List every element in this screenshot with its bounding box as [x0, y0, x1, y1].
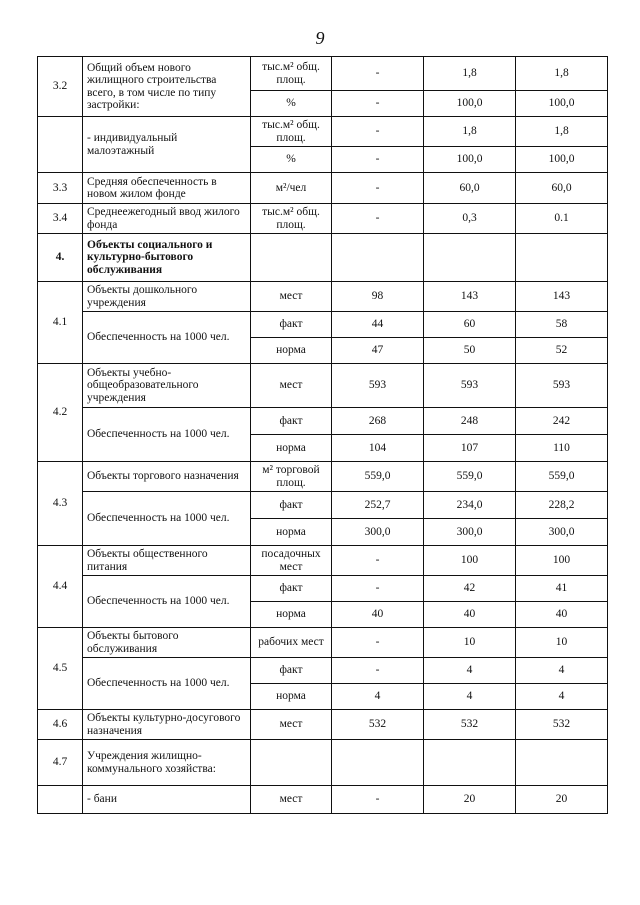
table-row — [38, 234, 608, 282]
unit-cell: мест — [251, 710, 332, 740]
unit-cell: норма — [251, 338, 332, 364]
value-cell: 1,8 — [424, 57, 516, 91]
row-name: Объекты культурно-досугового назначения — [83, 710, 251, 740]
row-name: Учреждения жилищно-коммунального хозяйства: — [83, 740, 251, 786]
value-cell: 104 — [332, 435, 424, 462]
value-cell: 4 — [424, 684, 516, 710]
row-subname: Обеспеченность на 1000 чел. — [83, 576, 251, 628]
value-cell: 100 — [516, 546, 608, 576]
row-number: 4.5 — [38, 628, 83, 710]
value-cell: 20 — [424, 786, 516, 814]
page-number: 9 — [315, 28, 325, 48]
section-number: 4. — [38, 234, 83, 282]
row-number: 4.6 — [38, 710, 83, 740]
value-cell: - — [332, 658, 424, 684]
value-cell: 40 — [424, 602, 516, 628]
value-cell: 60,0 — [516, 173, 608, 204]
value-cell: 1,8 — [516, 57, 608, 91]
value-cell: 1,8 — [516, 117, 608, 147]
value-cell: 559,0 — [516, 462, 608, 492]
value-cell — [516, 234, 608, 282]
value-cell: 0,3 — [424, 204, 516, 234]
table-row — [38, 364, 608, 408]
row-subname: Обеспеченность на 1000 чел. — [83, 658, 251, 710]
row-number: 4.1 — [38, 282, 83, 364]
value-cell: 4 — [332, 684, 424, 710]
unit-cell: мест — [251, 786, 332, 814]
value-cell: 1,8 — [424, 117, 516, 147]
unit-cell: тыс.м² общ. площ. — [251, 117, 332, 147]
value-cell: 98 — [332, 282, 424, 312]
value-cell: - — [332, 786, 424, 814]
value-cell: 300,0 — [332, 519, 424, 546]
unit-cell: факт — [251, 408, 332, 435]
value-cell: 50 — [424, 338, 516, 364]
table-row — [38, 576, 608, 602]
value-cell: - — [332, 173, 424, 204]
unit-cell: норма — [251, 684, 332, 710]
value-cell: - — [332, 57, 424, 91]
unit-cell: тыс.м² общ. площ. — [251, 204, 332, 234]
unit-cell: посадочных мест — [251, 546, 332, 576]
table-row — [38, 546, 608, 576]
value-cell: 268 — [332, 408, 424, 435]
table-row — [38, 57, 608, 91]
table-row — [38, 740, 608, 786]
value-cell: 532 — [424, 710, 516, 740]
value-cell: 248 — [424, 408, 516, 435]
table-row — [38, 462, 608, 492]
value-cell: - — [332, 204, 424, 234]
value-cell: 143 — [424, 282, 516, 312]
value-cell: 44 — [332, 312, 424, 338]
value-cell: - — [332, 117, 424, 147]
value-cell — [332, 234, 424, 282]
unit-cell: м²/чел — [251, 173, 332, 204]
unit-cell: рабочих мест — [251, 628, 332, 658]
value-cell: 532 — [332, 710, 424, 740]
row-number: 3.3 — [38, 173, 83, 204]
unit-cell: факт — [251, 658, 332, 684]
unit-cell: факт — [251, 312, 332, 338]
row-number: 4.3 — [38, 462, 83, 546]
value-cell: 60 — [424, 312, 516, 338]
value-cell: 532 — [516, 710, 608, 740]
value-cell: 228,2 — [516, 492, 608, 519]
value-cell: 252,7 — [332, 492, 424, 519]
table-row — [38, 492, 608, 519]
value-cell: 40 — [516, 602, 608, 628]
value-cell — [516, 740, 608, 786]
value-cell: 20 — [516, 786, 608, 814]
unit-cell — [251, 234, 332, 282]
table-row — [38, 117, 608, 147]
row-number — [38, 117, 83, 173]
row-name: Объекты учебно-общеобразовательного учреждения — [83, 364, 251, 408]
value-cell: 143 — [516, 282, 608, 312]
value-cell: 52 — [516, 338, 608, 364]
value-cell: - — [332, 546, 424, 576]
unit-cell: % — [251, 91, 332, 117]
value-cell: 100,0 — [516, 147, 608, 173]
table-row — [38, 408, 608, 435]
unit-cell: % — [251, 147, 332, 173]
value-cell: 593 — [332, 364, 424, 408]
value-cell: - — [332, 91, 424, 117]
value-cell: 10 — [424, 628, 516, 658]
value-cell: 234,0 — [424, 492, 516, 519]
value-cell: 593 — [424, 364, 516, 408]
unit-cell: факт — [251, 576, 332, 602]
unit-cell: м² торговой площ. — [251, 462, 332, 492]
row-number: 3.2 — [38, 57, 83, 117]
value-cell: 300,0 — [516, 519, 608, 546]
table-row — [38, 786, 608, 814]
value-cell — [424, 740, 516, 786]
unit-cell: тыс.м² общ. площ. — [251, 57, 332, 91]
value-cell: - — [332, 628, 424, 658]
row-number: 4.4 — [38, 546, 83, 628]
row-number: 3.4 — [38, 204, 83, 234]
row-name: Объекты общественного питания — [83, 546, 251, 576]
value-cell: 60,0 — [424, 173, 516, 204]
row-name: Объекты бытового обслуживания — [83, 628, 251, 658]
table-row — [38, 312, 608, 338]
value-cell: 100 — [424, 546, 516, 576]
row-number: 4.7 — [38, 740, 83, 786]
value-cell: 4 — [424, 658, 516, 684]
value-cell: 242 — [516, 408, 608, 435]
section-title: Объекты социального и культурно-бытового обслуживания — [83, 234, 251, 282]
row-subname: Обеспеченность на 1000 чел. — [83, 408, 251, 462]
value-cell: 100,0 — [424, 91, 516, 117]
value-cell: 107 — [424, 435, 516, 462]
row-number: 4.2 — [38, 364, 83, 462]
unit-cell: норма — [251, 435, 332, 462]
value-cell: 41 — [516, 576, 608, 602]
unit-cell: мест — [251, 364, 332, 408]
value-cell: 100,0 — [516, 91, 608, 117]
table-row — [38, 173, 608, 204]
value-cell: 110 — [516, 435, 608, 462]
row-number — [38, 786, 83, 814]
table-row — [38, 658, 608, 684]
table-row — [38, 710, 608, 740]
row-name: Объекты дошкольного учреждения — [83, 282, 251, 312]
value-cell: 42 — [424, 576, 516, 602]
row-name: Общий объем нового жилищного строительства всего, в том числе по типу застройки: — [83, 57, 251, 117]
row-subname: Обеспеченность на 1000 чел. — [83, 492, 251, 546]
row-name: Объекты торгового назначения — [83, 462, 251, 492]
row-name: Среднеежегодный ввод жилого фонда — [83, 204, 251, 234]
row-name: - бани — [83, 786, 251, 814]
table-row — [38, 204, 608, 234]
value-cell: 4 — [516, 684, 608, 710]
value-cell: 58 — [516, 312, 608, 338]
value-cell: 4 — [516, 658, 608, 684]
table-row — [38, 282, 608, 312]
value-cell: 559,0 — [424, 462, 516, 492]
row-subname: Обеспеченность на 1000 чел. — [83, 312, 251, 364]
indicators-table — [37, 56, 608, 814]
value-cell: 100,0 — [424, 147, 516, 173]
value-cell: 0.1 — [516, 204, 608, 234]
unit-cell: факт — [251, 492, 332, 519]
value-cell: 559,0 — [332, 462, 424, 492]
unit-cell: норма — [251, 519, 332, 546]
value-cell: 40 — [332, 602, 424, 628]
value-cell: 10 — [516, 628, 608, 658]
value-cell: - — [332, 147, 424, 173]
value-cell — [424, 234, 516, 282]
unit-cell: мест — [251, 282, 332, 312]
unit-cell: норма — [251, 602, 332, 628]
row-name: - индивидуальный малоэтажный — [83, 117, 251, 173]
value-cell: 47 — [332, 338, 424, 364]
value-cell: 300,0 — [424, 519, 516, 546]
row-name: Средняя обеспеченность в новом жилом фонде — [83, 173, 251, 204]
value-cell — [332, 740, 424, 786]
unit-cell — [251, 740, 332, 786]
value-cell: - — [332, 576, 424, 602]
table-row — [38, 628, 608, 658]
value-cell: 593 — [516, 364, 608, 408]
